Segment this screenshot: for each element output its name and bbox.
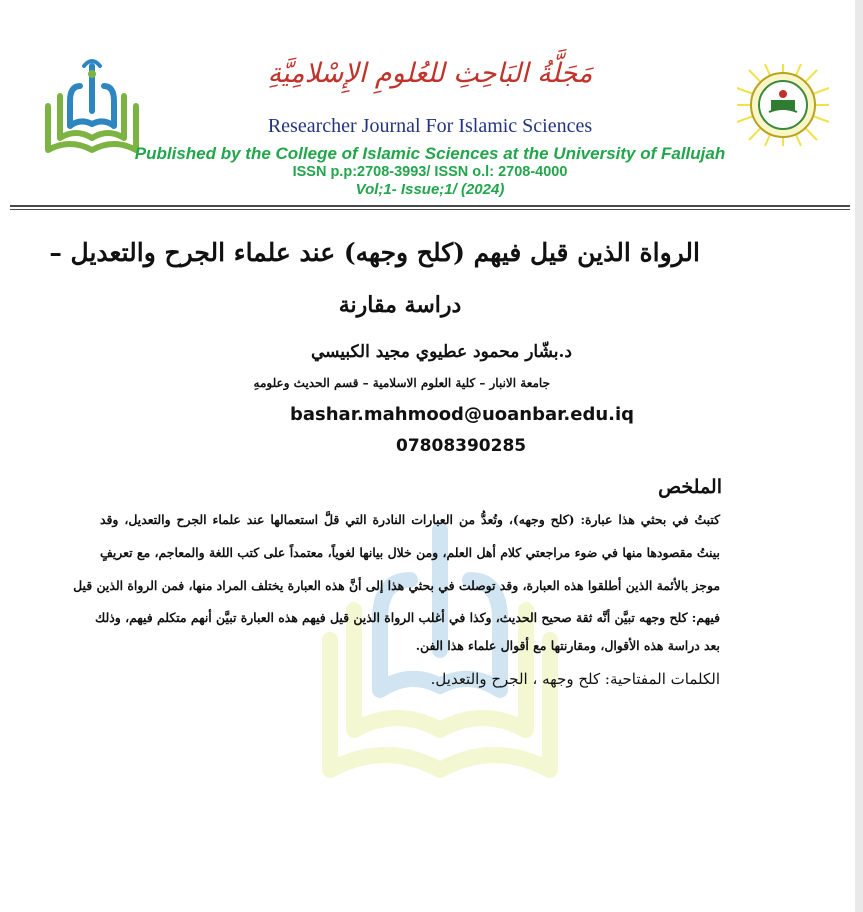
publisher-line: Published by the College of Islamic Sciences at the University of Fallujah [134,144,726,163]
abstract-line: بينتُ مقصودها منها في ضوء مراجعتي كلام أهل العلم، ومن خلال بيانها لغوياً، معتمداً على كتب اللغة والمعاجم، مع تعريفٍ [100,545,720,560]
page-edge [855,0,863,912]
author-email: bashar.mahmood@uoanbar.edu.iq [290,404,635,425]
header-divider-thin [10,209,850,210]
abstract-line: بعد دراسة هذه الأقوال، ومقارنتها مع أقوال علماء هذا الفن. [415,638,720,653]
abstract-line: موجز بالأئمة الذين أطلقوا هذه العبارة، وقد توصلت في بحثي هذا إلى أنَّ هذه العبارة يختلف المراد منها، فمن الرواة الذين قيل [73,578,720,593]
keywords: الكلمات المفتاحية: كلح وجهه ، الجرح والتعديل. [430,670,720,688]
journal-name-english: Researcher Journal For Islamic Sciences [267,115,593,137]
author-affiliation: جامعة الانبار – كلية العلوم الاسلامية – قسم الحديث وعلومهِ [253,376,550,390]
volume-line: Vol;1- Issue;1/ (2024) [355,181,505,198]
journal-name-arabic: مَجَلَّةُ البَاحِثِ للعُلومِ الإِسْلامِيَّةِ [267,58,593,89]
article-subtitle: دراسة مقارنة [338,292,462,318]
abstract-line: كتبتُ في بحثي هذا عبارة: (كلح وجهه)، وتُعدُّ من العبارات النادرة التي قلَّ استعمالها عند علماء الجرح والتعديل، وقد [100,512,720,527]
issn-line: ISSN p.p:2708-3993/ ISSN o.l: 2708-4000 [292,164,568,180]
author-phone: 07808390285 [396,436,527,456]
abstract-line: فيهم: كلح وجهه تبيَّن أنَّه ثقة صحيح الحديث، وكذا في أغلب الرواة الذين قيل فيهم هذه العبارة تبيَّن أنهم متكلم فيهم، وذلك [95,610,720,625]
journal-logo-icon [40,56,144,156]
college-seal-icon [737,64,829,146]
article-title: الرواة الذين قيل فيهم (كلح وجهه) عند علماء الجرح والتعديل – [49,238,700,267]
author-name: د.بشّار محمود عطيوي مجيد الكبيسي [310,342,572,362]
header-divider [10,205,850,207]
abstract-heading: الملخص [658,476,722,498]
